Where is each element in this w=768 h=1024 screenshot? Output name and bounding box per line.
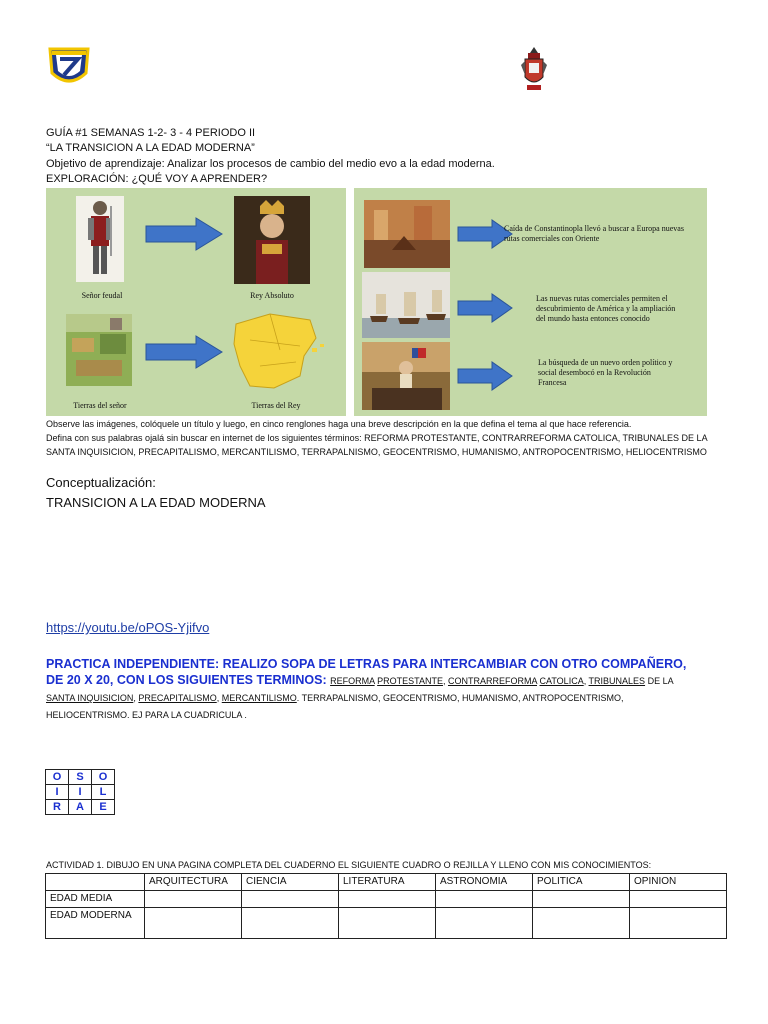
- practica-subheading: DE 20 X 20, CON LOS SIGUIENTES TERMINOS:: [46, 673, 327, 687]
- table-cell: [533, 908, 630, 939]
- table-cell: [436, 891, 533, 908]
- practica-heading: PRACTICA INDEPENDIENTE: REALIZO SOPA DE LETRAS PARA INTERCAMBIAR CON OTRO COMPAÑERO,: [46, 657, 687, 671]
- table-header-cell: ASTRONOMIA: [436, 874, 533, 891]
- french-revolution-text: La búsqueda de un nuevo orden político y social desembocó en la Revolución Francesa: [538, 358, 673, 387]
- learning-objective: Objetivo de aprendizaje: Analizar los procesos de cambio del medio evo a la edad moderna.: [46, 158, 495, 170]
- activity-title: ACTIVIDAD 1. DIBUJO EN UNA PAGINA COMPLETA DEL CUADERNO EL SIGUIENTE CUADRO O REJILLA Y LLENO CON MIS CONOCIMIENTOS:: [46, 860, 652, 870]
- word-search-example-grid: [45, 769, 115, 815]
- term-reforma: REFORMA: [330, 676, 375, 686]
- grid-cell: A: [69, 800, 92, 815]
- lords-lands-image: [66, 314, 132, 386]
- table-header-cell: CIENCIA: [242, 874, 339, 891]
- grid-row: [46, 800, 115, 815]
- arrow-right-icon: [144, 334, 224, 370]
- grid-cell: L: [92, 785, 115, 800]
- activity-table: [45, 873, 727, 939]
- grid-cell: I: [46, 785, 69, 800]
- table-header-cell: POLITICA: [533, 874, 630, 891]
- term-precapitalismo: PRECAPITALISMO: [138, 693, 217, 703]
- table-row: [46, 891, 727, 908]
- table-header-cell: ARQUITECTURA: [145, 874, 242, 891]
- table-header-cell: [46, 874, 145, 891]
- grid-cell: O: [92, 770, 115, 785]
- unit-title: “LA TRANSICION A LA EDAD MODERNA”: [46, 142, 255, 154]
- grid-cell: E: [92, 800, 115, 815]
- coat-of-arms-logo: [519, 45, 549, 93]
- term-heliocentrismo: HELIOCENTRISMO. EJ PARA LA CUADRICULA .: [46, 710, 247, 720]
- concept-heading: Conceptualización:: [46, 475, 156, 490]
- row-label: EDAD MODERNA: [46, 908, 145, 939]
- concept-title: TRANSICION A LA EDAD MODERNA: [46, 495, 266, 510]
- arrow-right-icon: [456, 360, 514, 392]
- exploration-heading: EXPLORACIÓN: ¿QUÉ VOY A APRENDER?: [46, 173, 268, 185]
- term-contrarreforma: CONTRARREFORMA: [447, 676, 537, 686]
- feudal-vs-absolute-panel: [46, 188, 346, 416]
- grid-cell: R: [46, 800, 69, 815]
- constantinople-text: Caída de Constantinopla llevó a buscar a Europa nuevas rutas comerciales con Oriente: [504, 224, 684, 243]
- school-shield-logo: [46, 45, 92, 89]
- table-cell: [145, 891, 242, 908]
- define-instruction: Defina con sus palabras ojalá sin buscar en internet de los siguientes términos: REFORMA PROTESTANTE, CONTRARREFORMA CATOLICA, TRIBUNALES DE LA SANTA INQUISICION, PRECAPITALISMO, MERCANTILISMO, TERRAPALNISMO, GEOCENTRISMO, HUMANISMO, ANTROPOCENTRISMO, HELIOCENTRISMO: [46, 433, 708, 457]
- grid-cell: S: [69, 770, 92, 785]
- grid-cell: O: [46, 770, 69, 785]
- french-revolution-image: [362, 342, 450, 410]
- term-protestante: PROTESTANTE: [377, 676, 443, 686]
- constantinople-image: [364, 200, 450, 268]
- caption-absolute-king: Rey Absoluto: [250, 291, 294, 300]
- arrow-right-icon: [456, 292, 514, 324]
- caption-feudal-lord: Señor feudal: [81, 291, 123, 300]
- arrow-right-icon: [144, 216, 224, 252]
- table-cell: [242, 908, 339, 939]
- row-label: EDAD MEDIA: [46, 891, 145, 908]
- new-routes-text: Las nuevas rutas comerciales permiten el descubrimiento de América y la ampliación del mundo hasta entonces conocido: [536, 294, 676, 323]
- table-cell: [630, 891, 727, 908]
- grid-row: [46, 770, 115, 785]
- term-de-la: DE LA: [647, 676, 674, 686]
- term-santa-inquisicion: SANTA INQUISICION: [46, 693, 134, 703]
- observe-instruction: Observe las imágenes, colóquele un título y luego, en cinco renglones haga una breve descripción en la que defina el tema al que hace referencia.: [46, 419, 632, 429]
- table-cell: [339, 891, 436, 908]
- table-header-cell: LITERATURA: [339, 874, 436, 891]
- grid-cell: I: [69, 785, 92, 800]
- table-cell: [242, 891, 339, 908]
- absolute-king-image: [234, 196, 310, 284]
- practica-terms-paragraph: DE 20 X 20, CON LOS SIGUIENTES TERMINOS: REFORMA PROTESTANTE, CONTRARREFORMA CATOLICA, TRIBUNALES DE LA SANTA INQUISICION, PRECAPITALISMO, MERCANTILISMO. TERRAPALNISMO, GEOCENTRISMO, HUMANISMO, ANTROPOCENTRISMO, HELIOCENTRISMO. EJ PARA LA CUADRICULA .: [46, 673, 674, 720]
- youtube-link[interactable]: https://youtu.be/oPOS-Yjifvo: [46, 620, 210, 635]
- table-row: [46, 908, 727, 939]
- term-tribunales: TRIBUNALES: [588, 676, 646, 686]
- guide-title: GUÍA #1 SEMANAS 1-2- 3 - 4 PERIODO II: [46, 127, 256, 139]
- term-catolica: CATOLICA: [539, 676, 584, 686]
- term-rest: . TERRAPALNISMO, GEOCENTRISMO, HUMANISMO, ANTROPOCENTRISMO,: [296, 693, 624, 703]
- table-cell: [145, 908, 242, 939]
- kings-lands-map: [230, 310, 330, 396]
- table-cell: [533, 891, 630, 908]
- caption-kings-lands: Tierras del Rey: [251, 401, 301, 410]
- table-cell: [436, 908, 533, 939]
- ships-image: [362, 272, 450, 338]
- table-header-row: [46, 874, 727, 891]
- grid-row: [46, 785, 115, 800]
- table-header-cell: OPINION: [630, 874, 727, 891]
- table-cell: [630, 908, 727, 939]
- term-mercantilismo: MERCANTILISMO: [221, 693, 297, 703]
- feudal-lord-image: [76, 196, 124, 282]
- modern-age-causes-panel: [354, 188, 707, 416]
- table-cell: [339, 908, 436, 939]
- caption-lords-lands: Tierras del señor: [73, 401, 127, 410]
